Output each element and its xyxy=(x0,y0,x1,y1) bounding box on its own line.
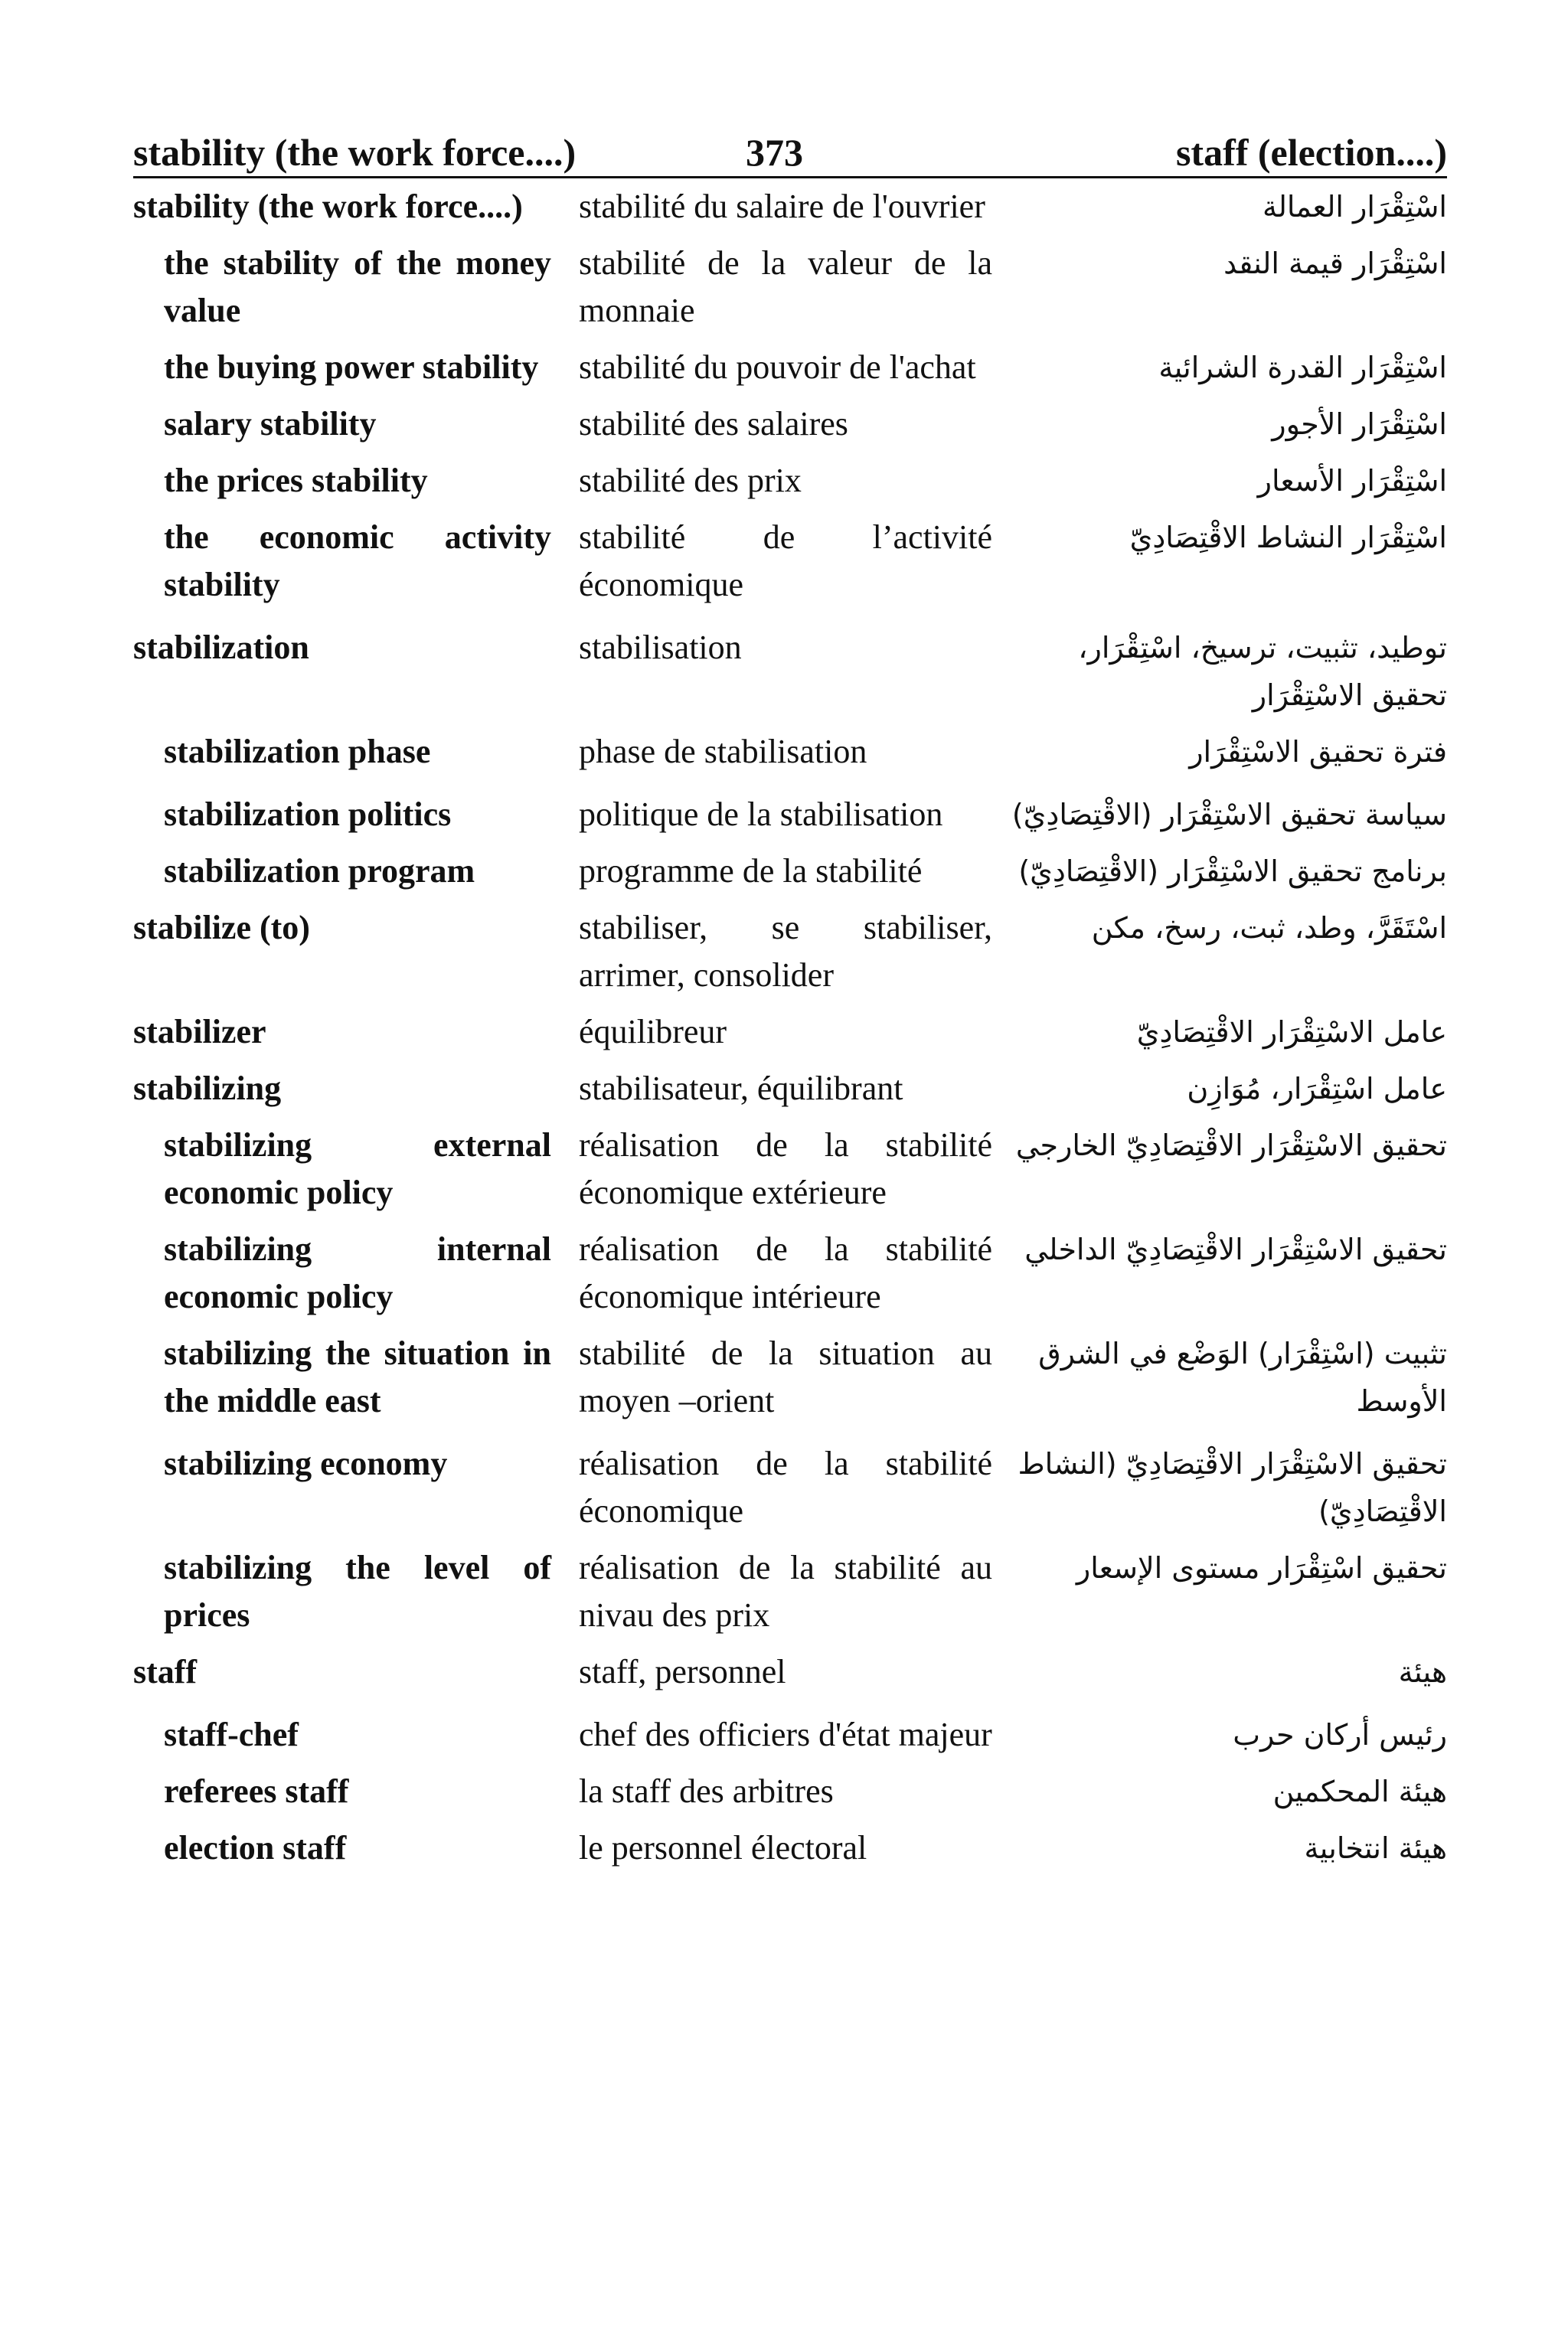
french-term: stabilisation xyxy=(579,629,742,666)
sub-entry-row xyxy=(133,1226,1447,1321)
arabic-term: سياسة تحقيق الاسْتِقْرَار (الاقْتِصَادِيّ) xyxy=(1011,798,1447,831)
french-term: réalisation de la stabilité économique intérieure xyxy=(579,1230,992,1315)
french-term: réalisation de la stabilité au nivau des prix xyxy=(579,1549,992,1634)
main-entry-row xyxy=(133,1008,1447,1056)
french-term: programme de la stabilité xyxy=(579,852,923,890)
arabic-term: اسْتِقْرَار العمالة xyxy=(1262,190,1447,224)
arabic-term: برنامج تحقيق الاسْتِقْرَار (الاقْتِصَادِيّ) xyxy=(1018,854,1447,888)
arabic-term: تثبيت (اسْتِقْرَار) الوَضْع في الشرق الأوسط xyxy=(1038,1337,1447,1418)
english-term: stabilization politics xyxy=(164,795,452,833)
english-term: salary stability xyxy=(164,405,377,443)
english-term: the prices stability xyxy=(164,462,428,499)
french-term: stabilité du salaire de l'ouvrier xyxy=(579,188,985,225)
arabic-term: رئيس أركان حرب xyxy=(1233,1718,1447,1752)
arabic-term: اسْتَقَرَّ، وطد، ثبت، رسخ، مكن xyxy=(1091,911,1447,945)
sub-entry-row xyxy=(133,1440,1447,1535)
french-term: équilibreur xyxy=(579,1013,727,1050)
sub-entry-row xyxy=(133,1330,1447,1425)
arabic-term: هيئة xyxy=(1398,1655,1447,1689)
header-last-entry: staff (election....) xyxy=(1175,131,1447,174)
french-term: stabilité des prix xyxy=(579,462,802,499)
arabic-term: هيئة انتخابية xyxy=(1304,1831,1447,1865)
english-term: staff-chef xyxy=(164,1716,299,1753)
english-term: staff xyxy=(133,1653,198,1690)
french-term: stabilité de la situation au moyen –orient xyxy=(579,1334,992,1419)
arabic-term: تحقيق الاسْتِقْرَار الاقْتِصَادِيّ (النشاط الاقْتِصَادِيّ) xyxy=(1018,1447,1447,1528)
french-term: chef des officiers d'état majeur xyxy=(579,1716,992,1753)
page-number: 373 xyxy=(746,131,803,174)
running-header xyxy=(133,130,1447,178)
main-entry-row xyxy=(133,624,1447,719)
french-term: stabilisateur, équilibrant xyxy=(579,1070,903,1107)
arabic-term: عامل الاسْتِقْرَار الاقْتِصَادِيّ xyxy=(1136,1015,1447,1049)
french-term: stabilité des salaires xyxy=(579,405,848,443)
dictionary-page xyxy=(133,130,1447,1872)
english-term: the stability of the money value xyxy=(164,244,551,329)
french-term: stabiliser, se stabiliser, arrimer, consolider xyxy=(579,909,992,994)
english-term: stability (the work force....) xyxy=(133,188,523,225)
english-term: stabilization xyxy=(133,629,309,666)
sub-entry-row xyxy=(133,1711,1447,1759)
french-term: stabilité du pouvoir de l'achat xyxy=(579,348,976,386)
french-term: phase de stabilisation xyxy=(579,733,867,770)
english-term: the economic activity stability xyxy=(164,518,551,603)
english-term: stabilizer xyxy=(133,1013,266,1050)
sub-entry-row xyxy=(133,400,1447,448)
english-term: stabilizing economy xyxy=(164,1445,448,1482)
french-term: réalisation de la stabilité économique xyxy=(579,1445,992,1530)
arabic-term: اسْتِقْرَار النشاط الاقْتِصَادِيّ xyxy=(1129,521,1447,554)
sub-entry-row xyxy=(133,1824,1447,1872)
arabic-term: تحقيق الاسْتِقْرَار الاقْتِصَادِيّ الداخلي xyxy=(1024,1233,1447,1266)
sub-entry-row xyxy=(133,457,1447,505)
french-term: staff, personnel xyxy=(579,1653,786,1690)
arabic-term: توطيد، تثبيت، ترسيخ، اسْتِقْرَار، تحقيق الاسْتِقْرَار xyxy=(1078,631,1447,712)
main-entry-row xyxy=(133,904,1447,999)
sub-entry-row xyxy=(133,1768,1447,1815)
sub-entry-row xyxy=(133,344,1447,391)
english-term: stabilization program xyxy=(164,852,475,890)
arabic-term: اسْتِقْرَار الأسعار xyxy=(1257,464,1447,498)
french-term: réalisation de la stabilité économique extérieure xyxy=(579,1126,992,1211)
english-term: election staff xyxy=(164,1829,347,1867)
french-term: le personnel électoral xyxy=(579,1829,867,1867)
arabic-term: تحقيق اسْتِقْرَار مستوى الإسعار xyxy=(1076,1551,1447,1585)
english-term: stabilize (to) xyxy=(133,909,310,946)
arabic-term: اسْتِقْرَار قيمة النقد xyxy=(1223,247,1447,280)
sub-entry-row xyxy=(133,791,1447,838)
english-term: stabilizing the level of prices xyxy=(164,1549,551,1634)
sub-entry-row xyxy=(133,514,1447,609)
arabic-term: هيئة المحكمين xyxy=(1272,1775,1447,1808)
arabic-term: اسْتِقْرَار القدرة الشرائية xyxy=(1158,351,1447,384)
english-term: stabilizing internal economic policy xyxy=(164,1230,551,1315)
sub-entry-row xyxy=(133,1122,1447,1217)
sub-entry-row xyxy=(133,848,1447,895)
header-first-entry: stability (the work force....) xyxy=(133,131,577,174)
main-entry-row xyxy=(133,1648,1447,1696)
main-entry-row xyxy=(133,183,1447,230)
arabic-term: فترة تحقيق الاسْتِقْرَار xyxy=(1189,735,1447,769)
sub-entry-row xyxy=(133,728,1447,776)
main-entry-row xyxy=(133,1065,1447,1112)
entry-list xyxy=(133,183,1447,1872)
english-term: stabilizing external economic policy xyxy=(164,1126,551,1211)
french-term: stabilité de l’activité économique xyxy=(579,518,992,603)
arabic-term: اسْتِقْرَار الأجور xyxy=(1272,407,1447,441)
english-term: stabilizing the situation in the middle east xyxy=(164,1334,551,1419)
english-term: referees staff xyxy=(164,1772,349,1810)
french-term: la staff des arbitres xyxy=(579,1772,834,1810)
english-term: the buying power stability xyxy=(164,348,539,386)
english-term: stabilizing xyxy=(133,1070,282,1107)
french-term: politique de la stabilisation xyxy=(579,795,943,833)
arabic-term: عامل اسْتِقْرَار، مُوَازِن xyxy=(1187,1072,1447,1106)
sub-entry-row xyxy=(133,240,1447,335)
english-term: stabilization phase xyxy=(164,733,431,770)
sub-entry-row xyxy=(133,1544,1447,1639)
arabic-term: تحقيق الاسْتِقْرَار الاقْتِصَادِيّ الخارجي xyxy=(1015,1129,1447,1162)
french-term: stabilité de la valeur de la monnaie xyxy=(579,244,992,329)
